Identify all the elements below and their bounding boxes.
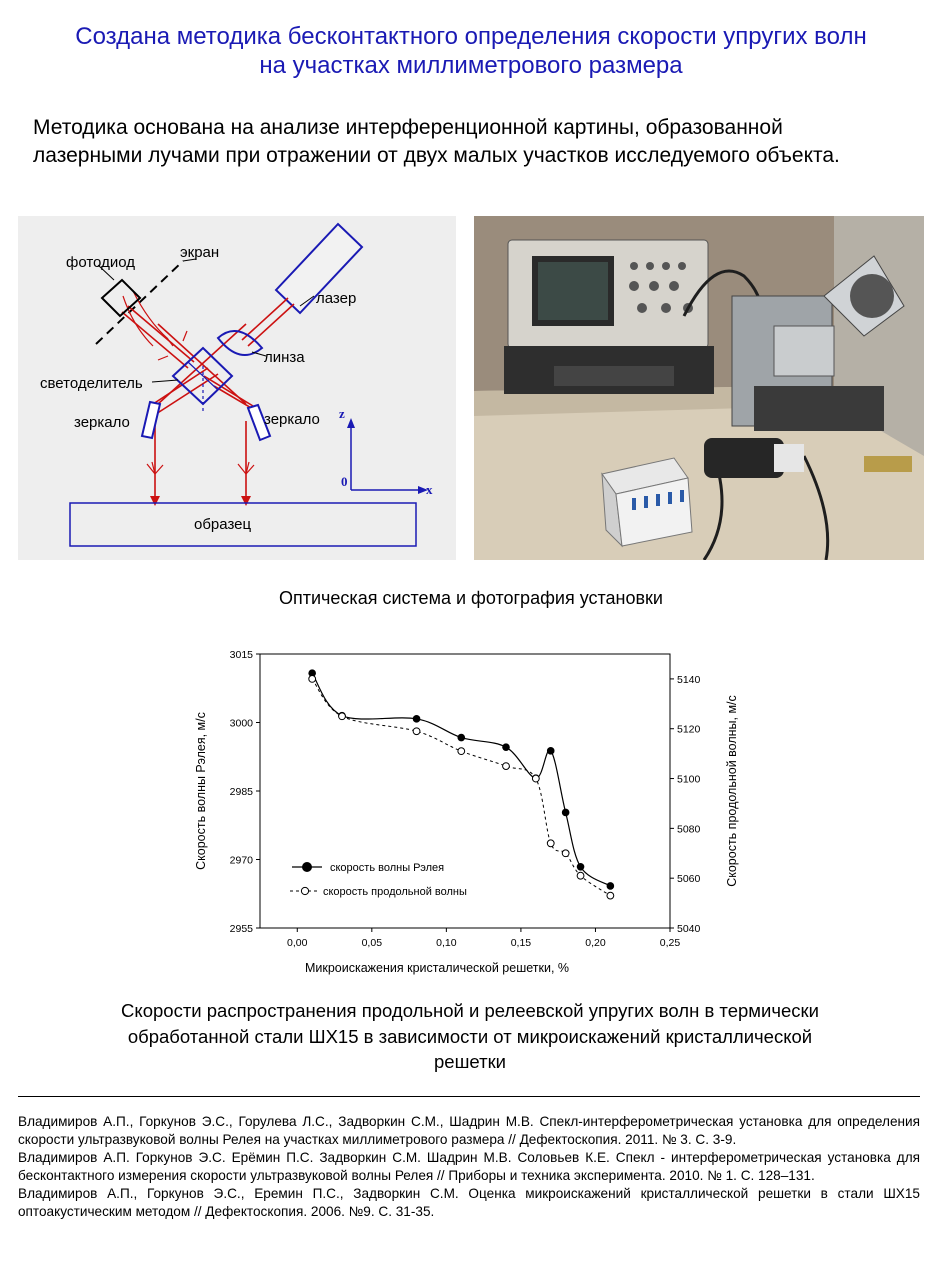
y-right-tick-label: 5120 bbox=[677, 723, 701, 736]
references bbox=[18, 1113, 920, 1221]
title-line-2: на участках миллиметрового размера bbox=[259, 52, 683, 79]
rayleigh-point bbox=[547, 747, 555, 755]
label-axis-z: z bbox=[339, 406, 345, 421]
page-title bbox=[0, 22, 942, 80]
caption-optical-system: Оптическая система и фотография установки bbox=[279, 588, 663, 608]
y-right-tick-label: 5040 bbox=[677, 923, 701, 935]
label-laser: лазер bbox=[316, 290, 357, 307]
y-right-tick-label: 5140 bbox=[677, 673, 701, 686]
y-axis-label-left: Скорость волны Рэлея, м/с bbox=[194, 712, 208, 870]
label-screen: экран bbox=[180, 244, 220, 261]
label-lens: линза bbox=[264, 349, 305, 366]
label-beamsplitter: светоделитель bbox=[40, 375, 143, 392]
y-right-tick-label: 5080 bbox=[677, 823, 701, 836]
reference-1: Владимиров А.П., Горкунов Э.С., Горулева Л.С., Задворкин С.М., Шадрин М.В. Спекл-интерферометрическая установка для определения скорости ультразвуковой волны Релея на участках миллиметрового размера // Дефектоскопия. 2011. № 3. С. 3-9. bbox=[18, 1114, 920, 1147]
y-left-tick-label: 3000 bbox=[229, 717, 253, 730]
rayleigh-point bbox=[562, 809, 570, 817]
longitudinal-point bbox=[339, 713, 346, 720]
x-axis-label: Микроискажения кристалической решетки, % bbox=[304, 961, 570, 975]
x-tick-label: 0,20 bbox=[585, 937, 606, 949]
x-tick-label: 0,05 bbox=[361, 937, 383, 949]
longitudinal-point bbox=[562, 850, 569, 857]
longitudinal-point bbox=[532, 775, 539, 782]
label-axis-x: x bbox=[426, 482, 433, 497]
y-axis-label-right: Скорость продольной волны, м/с bbox=[725, 695, 739, 887]
rayleigh-point bbox=[577, 863, 585, 871]
label-mirror-right: зеркало bbox=[264, 411, 320, 428]
longitudinal-point bbox=[309, 676, 316, 683]
title-line-1: Создана методика бесконтактного определения скорости упругих волн bbox=[75, 23, 867, 50]
longitudinal-point bbox=[458, 748, 465, 755]
reference-3: Владимиров А.П., Горкунов Э.С., Еремин П.С., Задворкин С.М. Оценка микроискажений кристаллической решетки в стали ШХ15 оптоакустическим методом // Дефектоскопия. 2006. №9. С. 31-35. bbox=[18, 1186, 920, 1219]
y-left-tick-label: 2955 bbox=[229, 923, 253, 935]
longitudinal-point bbox=[413, 728, 420, 735]
y-left-tick-label: 3015 bbox=[229, 649, 253, 661]
y-left-tick-label: 2985 bbox=[229, 786, 253, 798]
velocity-chart bbox=[190, 640, 750, 980]
power-unit-icon bbox=[602, 458, 692, 546]
longitudinal-point bbox=[607, 892, 614, 899]
x-tick-label: 0,15 bbox=[510, 937, 532, 949]
legend-longitudinal: скорость продольной волны bbox=[323, 886, 467, 898]
y-right-tick-label: 5060 bbox=[677, 873, 701, 886]
rayleigh-point bbox=[607, 882, 615, 890]
y-left-tick-label: 2970 bbox=[229, 854, 253, 867]
x-tick-label: 0,10 bbox=[436, 937, 457, 949]
longitudinal-point bbox=[577, 872, 584, 879]
chart-legend bbox=[290, 862, 467, 898]
longitudinal-point bbox=[547, 840, 554, 847]
caption-chart: Скорости распространения продольной и релеевской упругих волн в термически обработанной стали ШХ15 в зависимости от микроискажений кристаллической решетки bbox=[121, 1000, 819, 1072]
optical-scheme-diagram bbox=[18, 216, 456, 560]
label-photodiode: фотодиод bbox=[66, 254, 135, 271]
longitudinal-point bbox=[503, 763, 510, 770]
label-sample: образец bbox=[194, 516, 252, 533]
x-tick-label: 0,00 bbox=[287, 937, 308, 949]
label-mirror-left: зеркало bbox=[74, 414, 130, 431]
reference-2: Владимиров А.П. Горкунов Э.С. Ерёмин П.С. Задворкин С.М. Шадрин М.В. Соловьев К.Е. Спекл - интерферометрическая установка для бесконтактного измерения скорости ультразвуковой волны Релея // Приборы и техника эксперимента. 2010. № 1. С. 128–131. bbox=[18, 1150, 920, 1183]
rayleigh-point bbox=[502, 743, 510, 751]
rayleigh-point bbox=[413, 715, 421, 723]
oscilloscope-icon bbox=[508, 240, 708, 348]
intro-text: Методика основана на анализе интерференционной картины, образованной лазерными лучами при отражении от двух малых участков исследуемого объекта. bbox=[33, 116, 840, 167]
legend-rayleigh: скорость волны Рэлея bbox=[330, 862, 445, 874]
y-right-tick-label: 5100 bbox=[677, 773, 701, 786]
x-tick-label: 0,25 bbox=[659, 937, 681, 949]
divider bbox=[18, 1096, 920, 1097]
label-origin: 0 bbox=[341, 474, 348, 489]
rayleigh-point bbox=[457, 734, 465, 742]
setup-photograph bbox=[474, 216, 924, 560]
